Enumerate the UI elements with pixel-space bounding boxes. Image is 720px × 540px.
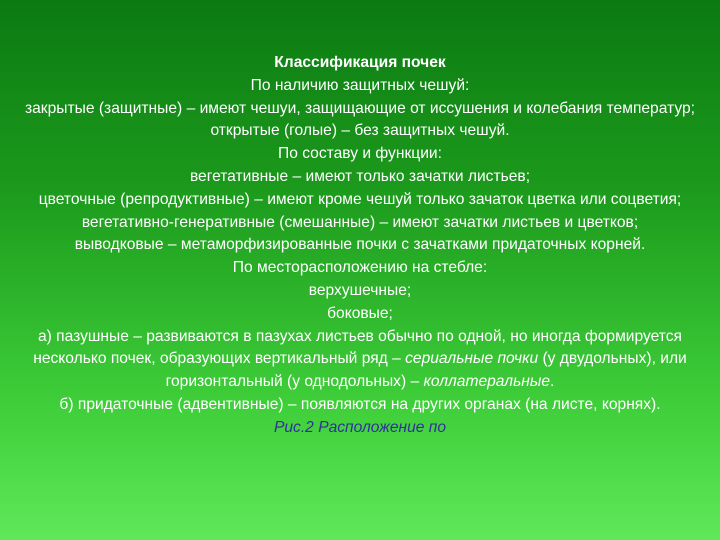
item-closed-buds: закрытые (защитные) – имеют чешуи, защищающие от иссушения и колебания температур; (24, 99, 696, 117)
term-collateral: коллатеральные (423, 373, 551, 391)
item-apical-buds: верхушечные; (308, 281, 412, 299)
item-mixed-buds: вегетативно-генеративные (смешанные) – имеют зачатки листьев и цветков; (81, 213, 639, 231)
heading-composition: По составу и функции: (278, 145, 442, 163)
axillary-text-end: . (550, 373, 555, 391)
item-open-buds: открытые (голые) – без защитных чешуй. (210, 122, 510, 140)
item-axillary-buds (0, 326, 720, 394)
axillary-text-start: а) пазушные – развиваются в пазухах листьев обычно по одной, но иногда формируется несколько почек, образующих вертикальный ряд – (33, 327, 683, 368)
axillary-text-mid: (у двудольных), или горизонтальный (у однодольных) – (165, 350, 687, 391)
item-lateral-buds: боковые; (327, 304, 393, 322)
slide-title: Классификация почек (274, 54, 446, 71)
figure-caption: Рис.2 Расположение по (273, 418, 447, 436)
item-floral-buds: цветочные (репродуктивные) – имеют кроме чешуй только зачаток цветка или соцветия; (38, 190, 682, 208)
term-serial-buds: сериальные почки (405, 350, 539, 368)
heading-scales: По наличию защитных чешуй: (250, 76, 470, 94)
item-brood-buds: выводковые – метаморфизированные почки с зачатками придаточных корней. (74, 236, 646, 254)
slide-body (0, 52, 720, 440)
item-adventitious-buds: б) придаточные (адвентивные) – появляются на других органах (на листе, корнях). (59, 395, 661, 413)
heading-location: По месторасположению на стебле: (232, 259, 488, 277)
item-vegetative-buds: вегетативные – имеют только зачатки листьев; (189, 167, 531, 185)
